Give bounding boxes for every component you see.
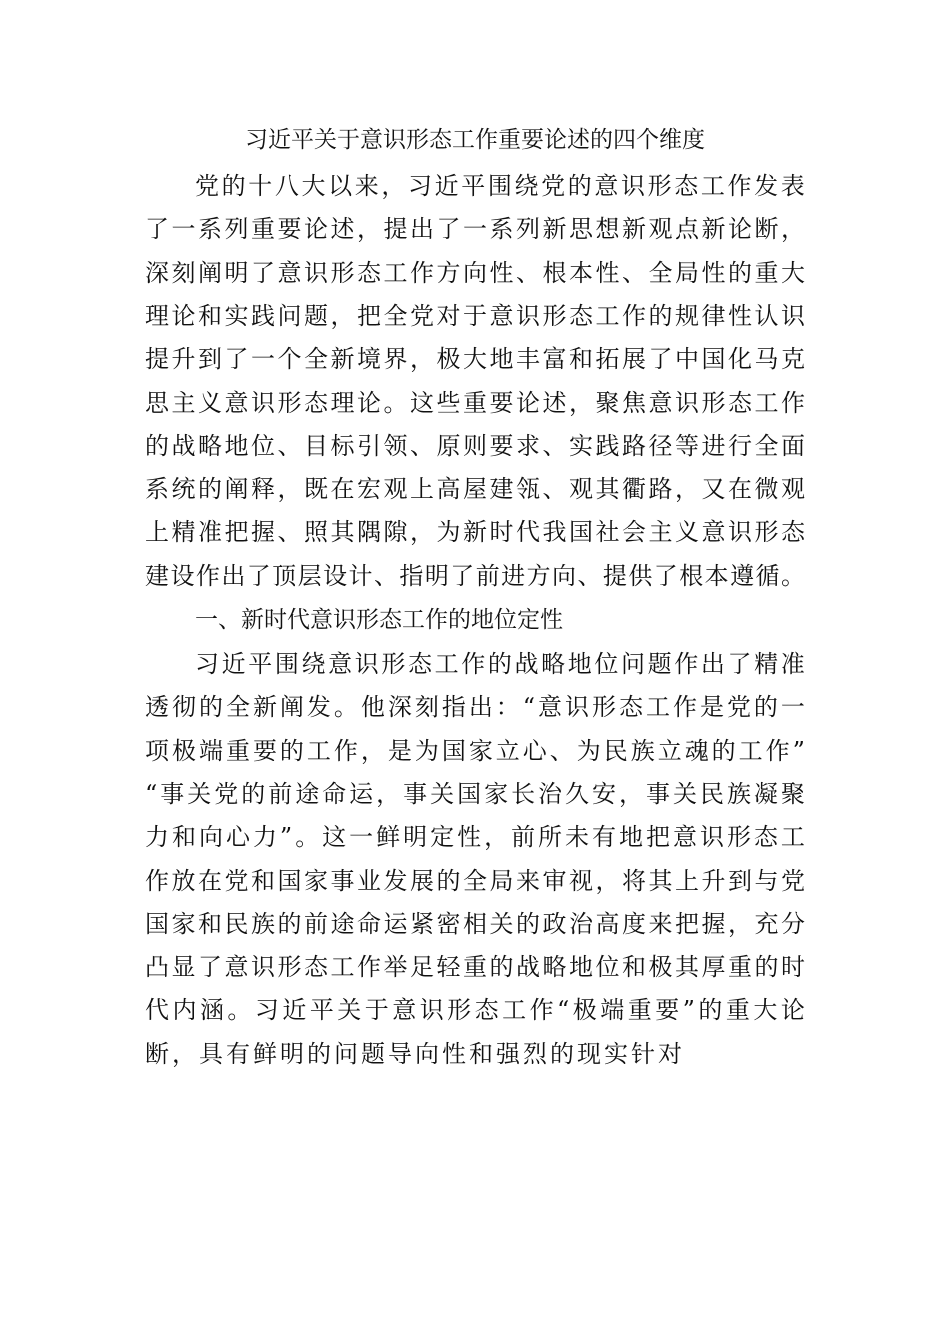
paragraph-line: 断 ， 具 有 鲜 明 的 问 题 导 向 性 和 强 烈 的 现 实 针 对: [145, 1039, 685, 1068]
paragraph-line: 党 的 十 八 大 以 来 ， 习 近 平 围 绕 党 的 意 识 形 态 工 作 发 表: [195, 172, 805, 200]
paragraph-line: 提 升 到 了 一 个 全 新 境 界 ， 极 大 地 丰 富 和 拓 展 了 中 国 化 马 克: [145, 345, 805, 374]
paragraph-line: “ 事 关 党 的 前 途 命 运 ， 事 关 国 家 长 治 久 安 ， 事 关 民 族 凝 聚: [145, 779, 805, 808]
paragraph-line: 项 极 端 重 要 的 工 作 ， 是 为 国 家 立 心 、 为 民 族 立 魂 的 工 作 ”: [145, 736, 805, 765]
paragraph-line: 思 主 义 意 识 形 态 理 论 。 这 些 重 要 论 述 ， 聚 焦 意 识 形 态 工 作: [145, 388, 805, 417]
paragraph-line: 国 家 和 民 族 的 前 途 命 运 紧 密 相 关 的 政 治 高 度 来 把 握 ， 充 分: [145, 909, 805, 938]
paragraph-line: 凸 显 了 意 识 形 态 工 作 举 足 轻 重 的 战 略 地 位 和 极 其 厚 重 的 时: [145, 953, 805, 982]
paragraph-line: 透 彻 的 全 新 阐 发 。 他 深 刻 指 出 ： “ 意 识 形 态 工 作 是 党 的 一: [145, 693, 805, 722]
paragraph-line: 理 论 和 实 践 问 题 ， 把 全 党 对 于 意 识 形 态 工 作 的 规 律 性 认 识: [145, 301, 805, 330]
paragraph-line: 系 统 的 阐 释 ， 既 在 宏 观 上 高 屋 建 瓴 、 观 其 衢 路 ， 又 在 微 观: [145, 475, 805, 504]
paragraph-line: 上 精 准 把 握 、 照 其 隅 隙 ， 为 新 时 代 我 国 社 会 主 义 意 识 形 态: [145, 518, 805, 547]
paragraph-line: 代 内 涵 。 习 近 平 关 于 意 识 形 态 工 作 “ 极 端 重 要 ” 的 重 大 论: [145, 996, 805, 1025]
paragraph-line: 作 放 在 党 和 国 家 事 业 发 展 的 全 局 来 审 视 ， 将 其 上 升 到 与 党: [145, 866, 805, 895]
paragraph-line: 的 战 略 地 位 、 目 标 引 领 、 原 则 要 求 、 实 践 路 径 等 进 行 全 面: [145, 431, 805, 460]
section-1-heading: 一、新时代意识形态工作的地位定性: [195, 607, 563, 633]
paragraph-line: 力 和 向 心 力 ” 。 这 一 鲜 明 定 性 ， 前 所 未 有 地 把 意 识 形 态 工: [145, 823, 805, 852]
document-title: 习近平关于意识形态工作重要论述的四个维度: [245, 127, 705, 153]
paragraph-line: 习 近 平 围 绕 意 识 形 态 工 作 的 战 略 地 位 问 题 作 出 了 精 准: [195, 650, 805, 678]
paragraph-line: 深 刻 阐 明 了 意 识 形 态 工 作 方 向 性 、 根 本 性 、 全 局 性 的 重 大: [145, 258, 805, 287]
paragraph-line: 建 设 作 出 了 顶 层 设 计 、 指 明 了 前 进 方 向 、 提 供 了 根 本 遵 循 。: [145, 561, 805, 590]
paragraph-line: 了 一 系 列 重 要 论 述 ， 提 出 了 一 系 列 新 思 想 新 观 点 新 论 断 ，: [145, 215, 805, 244]
